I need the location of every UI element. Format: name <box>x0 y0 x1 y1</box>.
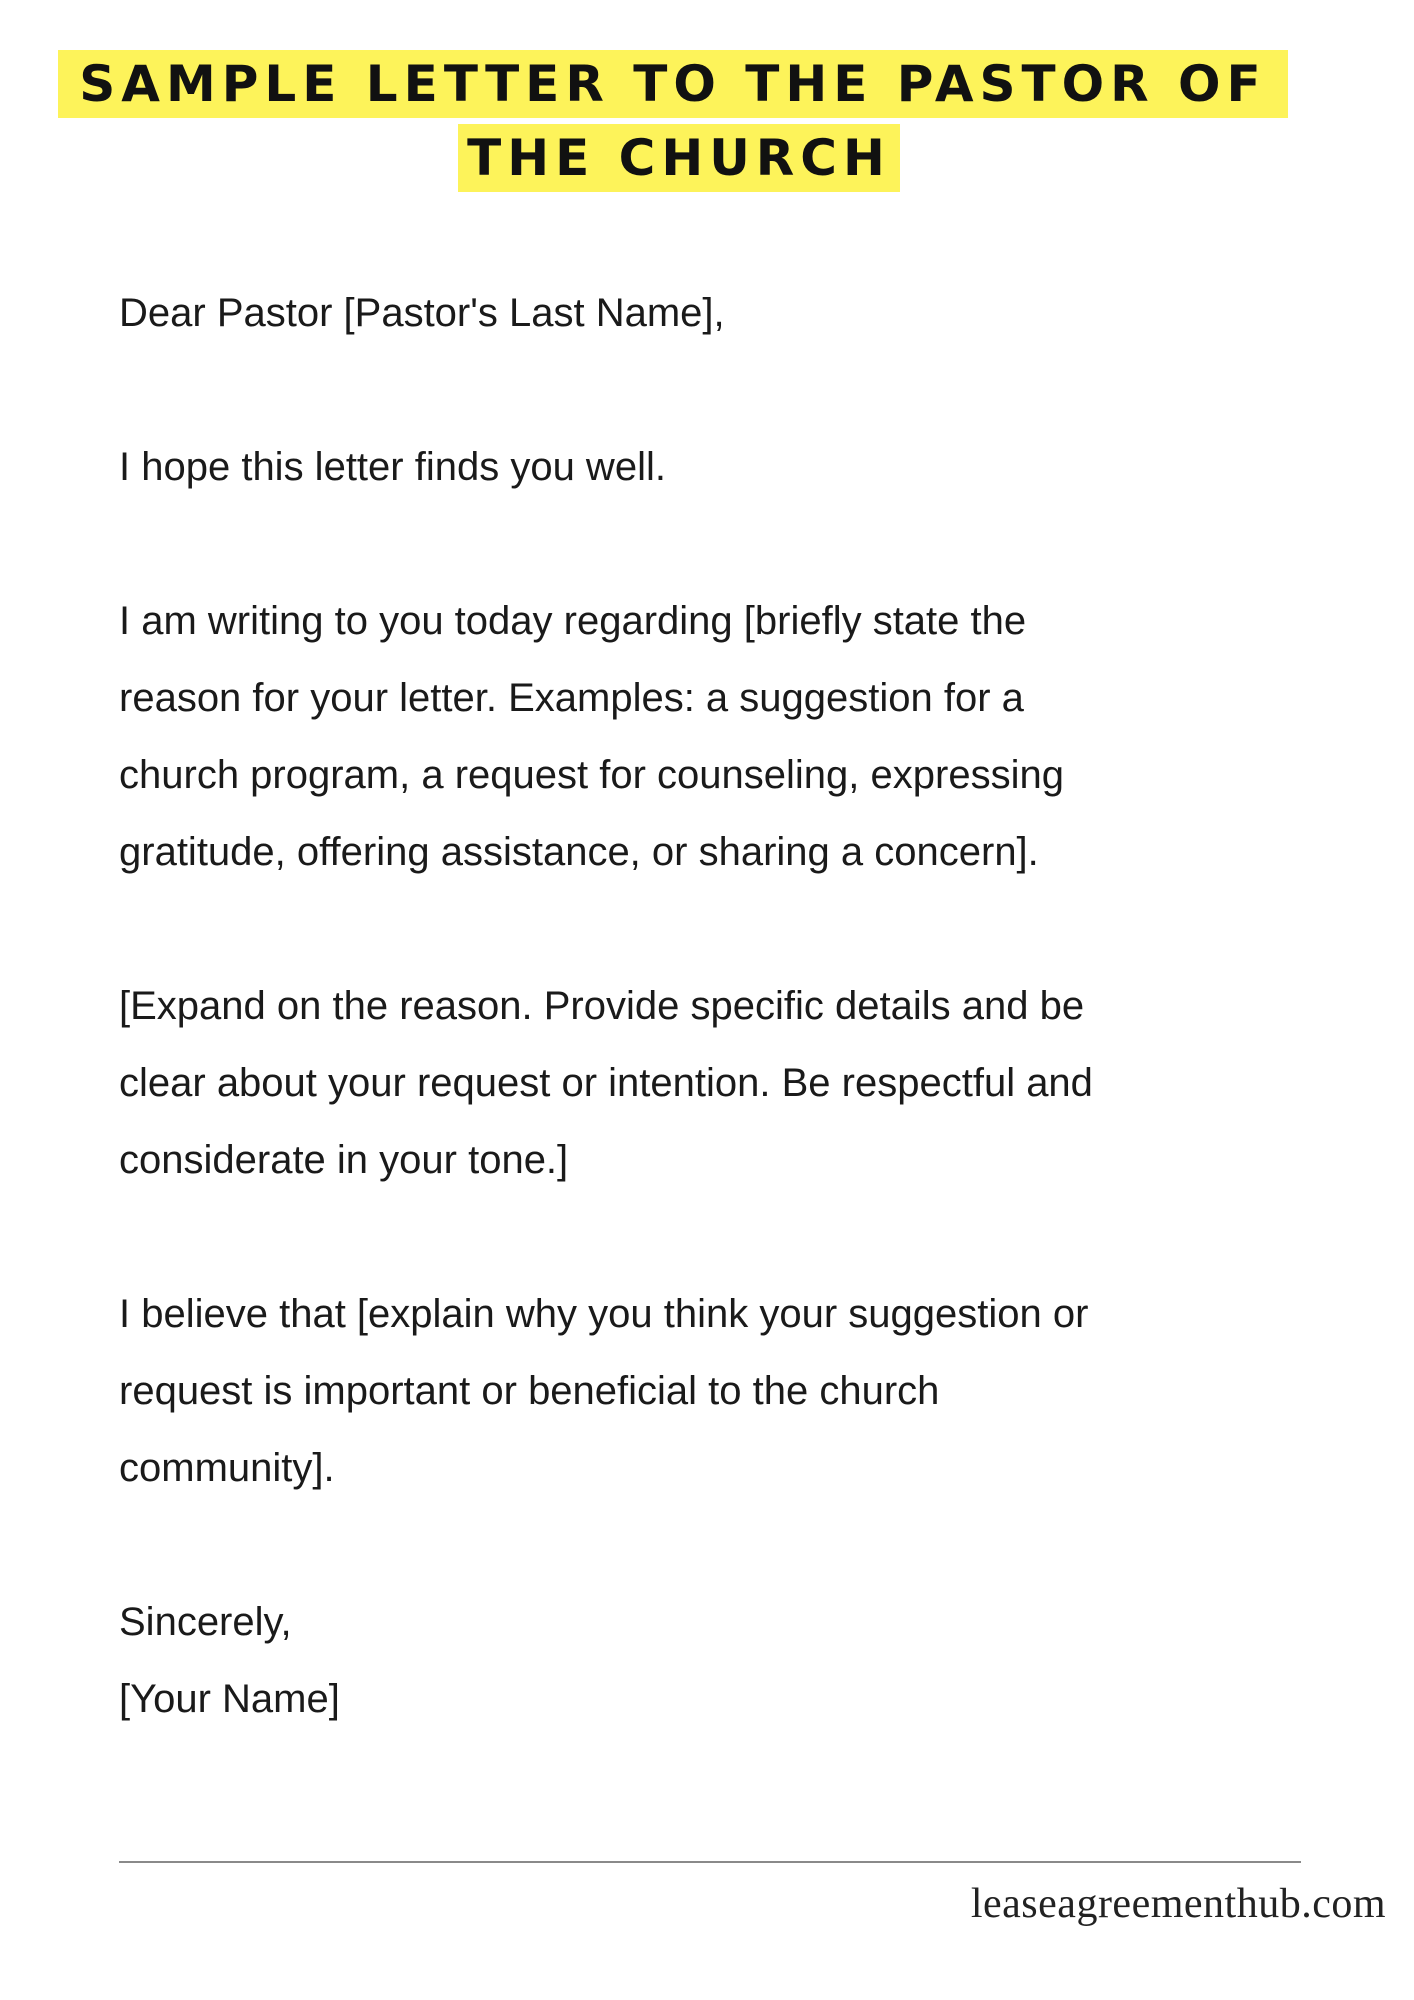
expand-line: [Expand on the reason. Provide specific details and be <box>119 984 1085 1028</box>
reason-line: reason for your letter. Examples: a suggestion for a <box>119 676 1024 720</box>
salutation <box>119 275 1319 352</box>
closing-block <box>119 1584 1319 1738</box>
expand-line: clear about your request or intention. Be respectful and <box>119 1061 1093 1105</box>
letter-body <box>119 275 1319 1738</box>
expand-line: considerate in your tone.] <box>119 1138 569 1182</box>
belief-line: request is important or beneficial to the church <box>119 1369 940 1413</box>
opening-paragraph <box>119 429 1319 506</box>
belief-line: I believe that [explain why you think your suggestion or <box>119 1292 1089 1336</box>
title-line-2: THE CHURCH <box>458 124 900 192</box>
reason-paragraph <box>119 583 1319 891</box>
reason-line: I am writing to you today regarding [briefly state the <box>119 599 1027 643</box>
belief-line: community]. <box>119 1446 335 1490</box>
footer-divider <box>119 1861 1301 1863</box>
footer-website: leaseagreementhub.com <box>970 1881 1386 1927</box>
reason-line: gratitude, offering assistance, or sharing a concern]. <box>119 830 1039 874</box>
belief-paragraph <box>119 1276 1319 1507</box>
expand-paragraph <box>119 968 1319 1199</box>
signature-text: [Your Name] <box>119 1677 340 1721</box>
reason-line: church program, a request for counseling, expressing <box>119 753 1064 797</box>
opening-text: I hope this letter finds you well. <box>119 445 666 489</box>
title-line-1: SAMPLE LETTER TO THE PASTOR OF <box>58 50 1288 118</box>
closing-text: Sincerely, <box>119 1600 292 1644</box>
salutation-text: Dear Pastor [Pastor's Last Name], <box>119 291 725 335</box>
